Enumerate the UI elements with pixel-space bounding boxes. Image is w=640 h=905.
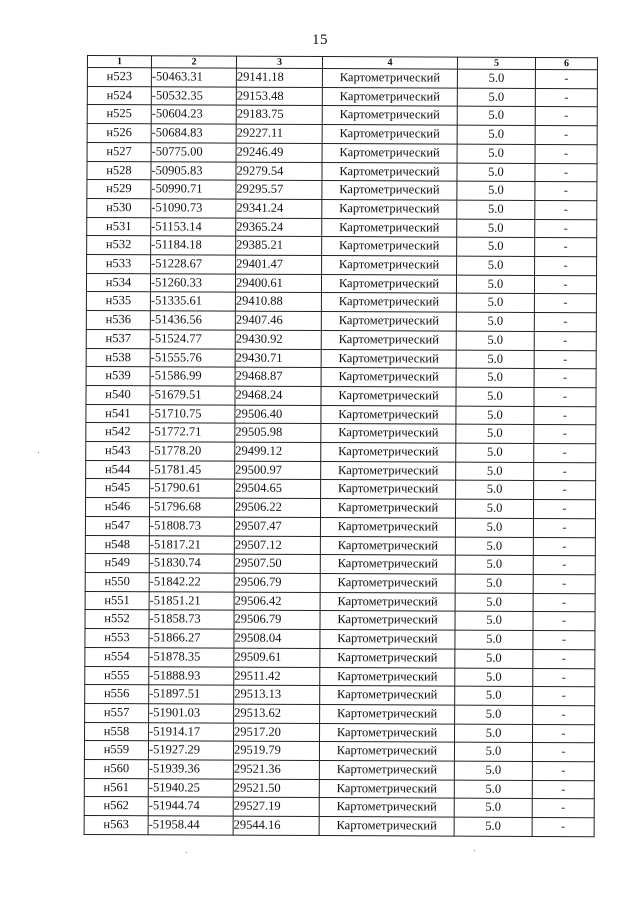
method-cell: Картометрический [322,87,457,106]
accuracy-cell: 5.0 [457,237,535,256]
point-id-cell: н530 [87,198,151,217]
point-id-cell: н537 [86,329,150,348]
y-coord-cell: 29513.13 [234,685,320,704]
table-row [86,273,596,294]
note-cell: - [533,518,595,537]
accuracy-cell: 5.0 [457,181,535,200]
y-coord-cell: 29499.12 [235,442,321,461]
note-cell: - [535,200,597,219]
method-cell: Картометрический [322,162,457,181]
table-row [86,460,596,481]
table-row [86,423,596,444]
method-cell: Картометрический [321,443,456,462]
x-coord-cell: -50684.83 [151,124,236,143]
note-cell: - [533,574,595,593]
method-cell: Картометрический [320,592,455,611]
table-row [86,348,596,369]
x-coord-cell: -51090.73 [151,199,236,218]
accuracy-cell: 5.0 [457,256,535,275]
x-coord-cell: -51335.61 [150,292,235,311]
x-coord-cell: -51778.20 [150,442,235,461]
y-coord-cell: 29400.61 [235,274,321,293]
accuracy-cell: 5.0 [454,761,532,780]
note-cell: - [532,761,594,780]
table-row [87,161,597,182]
accuracy-cell: 5.0 [457,69,535,88]
x-coord-cell: -51710.75 [150,404,235,423]
note-cell: - [534,350,596,369]
method-cell: Картометрический [322,199,457,218]
table-row [86,311,596,332]
note-cell: - [535,163,597,182]
point-id-cell: н526 [87,124,151,143]
table-row [86,292,596,313]
table-row [86,404,596,425]
x-coord-cell: -51897.51 [149,685,234,704]
method-cell: Картометрический [322,181,457,200]
accuracy-cell: 5.0 [455,555,533,574]
table-row [87,86,597,107]
table-row [86,479,596,500]
y-coord-cell: 29246.49 [236,143,322,162]
accuracy-cell: 5.0 [454,742,532,761]
accuracy-cell: 5.0 [456,443,534,462]
y-coord-cell: 29341.24 [236,199,322,218]
accuracy-cell: 5.0 [456,462,534,481]
x-coord-cell: -51781.45 [150,461,235,480]
point-id-cell: н523 [87,68,151,87]
method-cell: Картометрический [321,293,456,312]
point-id-cell: н535 [86,292,150,311]
y-coord-cell: 29544.16 [233,816,319,835]
point-id-cell: н524 [87,86,151,105]
x-coord-cell: -51524.77 [150,330,235,349]
note-cell: - [534,275,596,294]
y-coord-cell: 29468.87 [235,367,321,386]
accuracy-cell: 5.0 [457,88,535,107]
point-id-cell: н539 [86,367,150,386]
point-id-cell: н543 [86,442,150,461]
point-id-cell: н554 [85,647,149,666]
accuracy-cell: 5.0 [455,518,533,537]
y-coord-cell: 29430.92 [235,330,321,349]
accuracy-cell: 5.0 [456,331,534,350]
method-cell: Картометрический [320,611,455,630]
note-cell: - [535,256,597,275]
point-id-cell: н538 [86,348,150,367]
method-cell: Картометрический [319,798,454,817]
point-id-cell: н552 [85,610,149,629]
x-coord-cell: -50990.71 [151,180,236,199]
note-cell: - [535,69,597,88]
table-row [85,498,595,519]
point-id-cell: н560 [84,760,148,779]
point-id-cell: н529 [87,180,151,199]
table-row [85,685,595,706]
note-cell: - [534,313,596,332]
note-cell: - [533,687,595,706]
method-cell: Картометрический [322,143,457,162]
scan-speck [38,452,39,453]
y-coord-cell: 29513.62 [234,704,320,723]
x-coord-cell: -51842.22 [149,573,234,592]
y-coord-cell: 29385.21 [236,236,322,255]
method-cell: Картометрический [319,742,454,761]
accuracy-cell: 5.0 [454,780,532,799]
method-cell: Картометрический [321,349,456,368]
x-coord-cell: -51866.27 [149,629,234,648]
point-id-cell: н531 [87,217,151,236]
method-cell: Картометрический [321,461,456,480]
y-coord-cell: 29407.46 [235,311,321,330]
accuracy-cell: 5.0 [456,368,534,387]
note-cell: - [533,668,595,687]
point-id-cell: н561 [84,778,148,797]
note-cell: - [534,294,596,313]
table-row [85,666,595,687]
point-id-cell: н558 [85,722,149,741]
table-row [85,535,595,556]
point-id-cell: н544 [86,460,150,479]
note-cell: - [533,500,595,519]
note-cell: - [534,369,596,388]
x-coord-cell: -51260.33 [150,274,235,293]
method-cell: Картометрический [322,69,457,88]
table-row [86,367,596,388]
method-cell: Картометрический [320,536,455,555]
y-coord-cell: 29401.47 [236,255,322,274]
table-row [85,591,595,612]
table-row [84,778,594,799]
page-number: 15 [312,32,328,48]
col-header-6: 6 [535,57,597,69]
y-coord-cell: 29506.79 [234,573,320,592]
note-cell: - [532,799,594,818]
x-coord-cell: -51939.36 [148,760,233,779]
y-coord-cell: 29504.65 [235,480,321,499]
table-row [84,741,594,762]
y-coord-cell: 29506.42 [234,592,320,611]
note-cell: - [534,462,596,481]
y-coord-cell: 29183.75 [236,106,322,125]
table-row [84,816,594,837]
note-cell: - [534,387,596,406]
method-cell: Картометрический [322,237,457,256]
point-id-cell: н534 [86,273,150,292]
method-cell: Картометрический [320,648,455,667]
x-coord-cell: -51878.35 [149,648,234,667]
note-cell: - [533,649,595,668]
method-cell: Картометрический [321,424,456,443]
table-row [85,554,595,575]
method-cell: Картометрический [321,312,456,331]
accuracy-cell: 5.0 [455,499,533,518]
accuracy-cell: 5.0 [456,387,534,406]
point-id-cell: н551 [85,591,149,610]
note-cell: - [534,444,596,463]
accuracy-cell: 5.0 [454,817,532,836]
table-row [87,217,597,238]
accuracy-cell: 5.0 [455,724,533,743]
x-coord-cell: -51830.74 [149,554,234,573]
x-coord-cell: -50905.83 [151,161,236,180]
accuracy-cell: 5.0 [455,612,533,631]
x-coord-cell: -50604.23 [151,105,236,124]
method-cell: Картометрический [322,106,457,125]
table-row [84,760,594,781]
method-cell: Картометрический [320,704,455,723]
x-coord-cell: -51888.93 [149,666,234,685]
col-header-1: 1 [87,56,151,68]
x-coord-cell: -50775.00 [151,143,236,162]
method-cell: Картометрический [319,779,454,798]
table-row [85,647,595,668]
note-cell: - [532,743,594,762]
accuracy-cell: 5.0 [457,107,535,126]
point-id-cell: н550 [85,572,149,591]
table-row [85,703,595,724]
table-row [84,797,594,818]
y-coord-cell: 29509.61 [234,648,320,667]
accuracy-cell: 5.0 [457,219,535,238]
note-cell: - [533,612,595,631]
accuracy-cell: 5.0 [455,537,533,556]
note-cell: - [533,724,595,743]
table-row [87,105,597,126]
y-coord-cell: 29506.40 [235,405,321,424]
x-coord-cell: -51790.61 [150,479,235,498]
table-row [87,124,597,145]
accuracy-cell: 5.0 [455,574,533,593]
table-row [85,610,595,631]
table-row [86,442,596,463]
point-id-cell: н533 [87,255,151,274]
col-header-4: 4 [322,57,457,70]
method-cell: Картометрический [321,386,456,405]
y-coord-cell: 29506.22 [234,498,320,517]
y-coord-cell: 29521.36 [233,760,319,779]
table-row [87,142,597,163]
accuracy-cell: 5.0 [456,350,534,369]
y-coord-cell: 29508.04 [234,629,320,648]
point-id-cell: н525 [87,105,151,124]
x-coord-cell: -51153.14 [151,217,236,236]
method-cell: Картометрический [321,330,456,349]
method-cell: Картометрический [319,817,454,836]
point-id-cell: н545 [86,479,150,498]
x-coord-cell: -51901.03 [149,704,234,723]
note-cell: - [532,780,594,799]
method-cell: Картометрический [320,686,455,705]
y-coord-cell: 29141.18 [236,68,322,87]
point-id-cell: н555 [85,666,149,685]
point-id-cell: н563 [84,816,148,835]
point-id-cell: н542 [86,423,150,442]
note-cell: - [535,144,597,163]
coordinates-table [84,55,598,837]
accuracy-cell: 5.0 [457,125,535,144]
y-coord-cell: 29507.47 [234,517,320,536]
col-header-5: 5 [457,57,535,69]
table-row [85,629,595,650]
point-id-cell: н562 [84,797,148,816]
y-coord-cell: 29505.98 [235,424,321,443]
col-header-2: 2 [151,56,236,68]
x-coord-cell: -51914.17 [149,722,234,741]
x-coord-cell: -50532.35 [151,86,236,105]
note-cell: - [535,88,597,107]
x-coord-cell: -51586.99 [150,367,235,386]
y-coord-cell: 29410.88 [235,293,321,312]
point-id-cell: н557 [85,703,149,722]
method-cell: Картометрический [322,218,457,237]
accuracy-cell: 5.0 [454,799,532,818]
table-row [87,198,597,219]
y-coord-cell: 29279.54 [236,162,322,181]
method-cell: Картометрический [320,723,455,742]
method-cell: Картометрический [320,574,455,593]
accuracy-cell: 5.0 [455,686,533,705]
accuracy-cell: 5.0 [457,163,535,182]
accuracy-cell: 5.0 [457,144,535,163]
x-coord-cell: -51772.71 [150,423,235,442]
note-cell: - [535,219,597,238]
point-id-cell: н527 [87,142,151,161]
x-coord-cell: -51927.29 [148,741,233,760]
table-row [85,572,595,593]
point-id-cell: н548 [85,535,149,554]
x-coord-cell: -51940.25 [148,778,233,797]
accuracy-cell: 5.0 [455,705,533,724]
note-cell: - [533,556,595,575]
point-id-cell: н547 [85,516,149,535]
x-coord-cell: -51808.73 [149,517,234,536]
note-cell: - [534,481,596,500]
y-coord-cell: 29365.24 [236,218,322,237]
y-coord-cell: 29507.12 [234,536,320,555]
col-header-3: 3 [236,56,322,68]
y-coord-cell: 29295.57 [236,180,322,199]
scan-speck [186,852,187,853]
x-coord-cell: -51851.21 [149,591,234,610]
y-coord-cell: 29521.50 [233,779,319,798]
table-row [86,329,596,350]
accuracy-cell: 5.0 [457,200,535,219]
y-coord-cell: 29507.50 [234,554,320,573]
point-id-cell: н559 [84,741,148,760]
table-row [87,68,597,89]
table-body [84,68,597,837]
method-cell: Картометрический [321,405,456,424]
x-coord-cell: -51944.74 [148,797,233,816]
note-cell: - [534,406,596,425]
x-coord-cell: -51436.56 [150,311,235,330]
y-coord-cell: 29500.97 [235,461,321,480]
method-cell: Картометрический [320,499,455,518]
accuracy-cell: 5.0 [456,481,534,500]
note-cell: - [533,631,595,650]
method-cell: Картометрический [321,274,456,293]
note-cell: - [535,238,597,257]
point-id-cell: н536 [86,311,150,330]
note-cell: - [534,331,596,350]
method-cell: Картометрический [319,761,454,780]
point-id-cell: н528 [87,161,151,180]
x-coord-cell: -51679.51 [150,386,235,405]
note-cell: - [533,537,595,556]
y-coord-cell: 29430.71 [235,349,321,368]
x-coord-cell: -51228.67 [151,255,236,274]
note-cell: - [535,126,597,145]
point-id-cell: н549 [85,554,149,573]
table-row [87,180,597,201]
y-coord-cell: 29517.20 [234,723,320,742]
x-coord-cell: -51796.68 [149,498,234,517]
y-coord-cell: 29506.79 [234,611,320,630]
accuracy-cell: 5.0 [456,424,534,443]
method-cell: Картометрический [321,368,456,387]
y-coord-cell: 29153.48 [236,87,322,106]
accuracy-cell: 5.0 [456,312,534,331]
point-id-cell: н556 [85,685,149,704]
table-row [85,516,595,537]
method-cell: Картометрический [320,667,455,686]
point-id-cell: н553 [85,629,149,648]
y-coord-cell: 29511.42 [234,667,320,686]
accuracy-cell: 5.0 [456,275,534,294]
y-coord-cell: 29468.24 [235,386,321,405]
note-cell: - [533,705,595,724]
y-coord-cell: 29227.11 [236,124,322,143]
x-coord-cell: -50463.31 [151,68,236,87]
accuracy-cell: 5.0 [455,668,533,687]
table-row [85,722,595,743]
accuracy-cell: 5.0 [455,593,533,612]
point-id-cell: н546 [85,498,149,517]
accuracy-cell: 5.0 [456,294,534,313]
x-coord-cell: -51858.73 [149,610,234,629]
method-cell: Картометрический [320,517,455,536]
method-cell: Картометрический [322,256,457,275]
method-cell: Картометрический [321,480,456,499]
note-cell: - [534,425,596,444]
y-coord-cell: 29527.19 [233,798,319,817]
method-cell: Картометрический [322,125,457,144]
x-coord-cell: -51184.18 [151,236,236,255]
point-id-cell: н541 [86,404,150,423]
accuracy-cell: 5.0 [455,649,533,668]
table-row [87,236,597,257]
scan-speck [474,850,475,851]
x-coord-cell: -51817.21 [149,535,234,554]
x-coord-cell: -51555.76 [150,348,235,367]
point-id-cell: н540 [86,385,150,404]
method-cell: Картометрический [320,555,455,574]
method-cell: Картометрический [320,630,455,649]
table-row [86,385,596,406]
y-coord-cell: 29519.79 [233,741,319,760]
note-cell: - [535,182,597,201]
accuracy-cell: 5.0 [456,406,534,425]
note-cell: - [533,593,595,612]
accuracy-cell: 5.0 [455,630,533,649]
table-row [87,255,597,276]
x-coord-cell: -51958.44 [148,816,233,835]
note-cell: - [535,107,597,126]
point-id-cell: н532 [87,236,151,255]
note-cell: - [532,818,594,837]
